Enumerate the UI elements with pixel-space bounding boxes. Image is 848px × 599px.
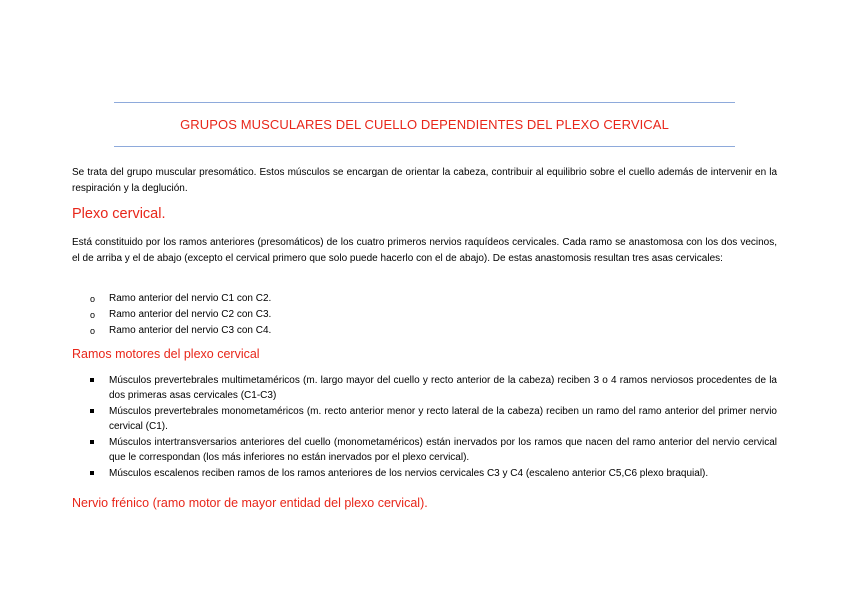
list-item bbox=[90, 373, 777, 403]
ramos-motores-heading: Ramos motores del plexo cervical bbox=[72, 347, 260, 361]
list-item-text: Músculos prevertebrales multimetaméricos (m. largo mayor del cuello y recto anterior de la cabeza) reciben 3 o 4 ramos nerviosos procedentes de la dos primeras asas cervicales (C1-C3) bbox=[109, 375, 777, 401]
list-item bbox=[90, 307, 271, 323]
list-item-text: Ramo anterior del nervio C2 con C3. bbox=[109, 309, 272, 320]
square-bullet-icon bbox=[90, 378, 94, 382]
title-top-rule bbox=[114, 102, 735, 103]
plexo-cervical-heading: Plexo cervical. bbox=[72, 206, 166, 222]
list-item bbox=[90, 404, 777, 434]
square-bullet-icon bbox=[90, 440, 94, 444]
circle-bullet-icon: o bbox=[90, 326, 96, 336]
circle-bullet-icon: o bbox=[90, 294, 96, 304]
title-bottom-rule bbox=[114, 146, 735, 147]
plexo-paragraph: Está constituido por los ramos anteriores (presomáticos) de los cuatro primeros nervios raquídeos cervicales. Cada ramo se anastomosa con los dos vecinos, el de arriba y el de abajo (excepto el cervical primero que solo puede hacerlo con el de abajo). De estas anastomosis resultan tres asas cervicales: bbox=[72, 237, 777, 264]
square-bullet-icon bbox=[90, 471, 94, 475]
list-item bbox=[90, 323, 271, 339]
list-item-text: Músculos intertransversarios anteriores del cuello (monometaméricos) están inervados por los ramos que nacen del ramo anterior del nervio cervical que le correspondan (los más inferiores no están inervados por el plexo cervical). bbox=[109, 437, 777, 463]
ramos-motores-list bbox=[90, 373, 777, 482]
list-item-text: Ramo anterior del nervio C3 con C4. bbox=[109, 325, 272, 336]
list-item-text: Músculos prevertebrales monometaméricos (m. recto anterior menor y recto lateral de la cabeza) reciben un ramo del ramo anterior del primer nervio cervical (C1). bbox=[109, 406, 777, 432]
nervio-frenico-heading: Nervio frénico (ramo motor de mayor entidad del plexo cervical). bbox=[72, 496, 428, 510]
list-item bbox=[90, 435, 777, 465]
circle-bullet-icon: o bbox=[90, 310, 96, 320]
document-title: GRUPOS MUSCULARES DEL CUELLO DEPENDIENTES DEL PLEXO CERVICAL bbox=[180, 117, 669, 132]
intro-paragraph: Se trata del grupo muscular presomático. Estos músculos se encargan de orientar la cabeza, contribuir al equilibrio sobre el cuello además de intervenir en la respiración y la deglución. bbox=[72, 167, 777, 194]
list-item bbox=[90, 291, 271, 307]
square-bullet-icon bbox=[90, 409, 94, 413]
list-item-text: Músculos escalenos reciben ramos de los ramos anteriores de los nervios cervicales C3 y C4 (escaleno anterior C5,C6 plexo braquial). bbox=[109, 468, 709, 479]
list-item bbox=[90, 466, 777, 481]
list-item-text: Ramo anterior del nervio C1 con C2. bbox=[109, 293, 272, 304]
asas-cervicales-list bbox=[90, 291, 271, 339]
